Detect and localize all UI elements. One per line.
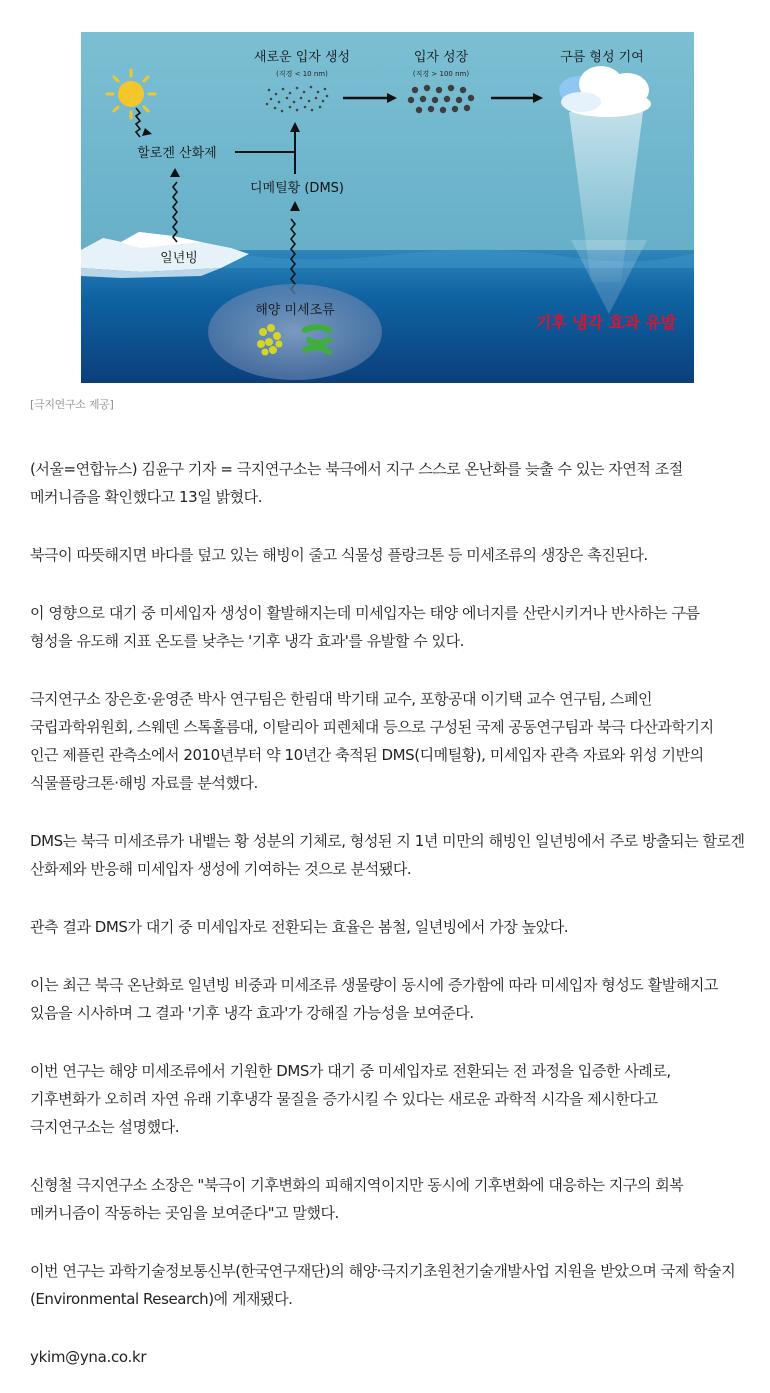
label-new-particles: 새로운 입자 생성 xyxy=(253,50,351,65)
paragraph: (서울=연합뉴스) 김윤구 기자 = 극지연구소는 북극에서 지구 스스로 온난화를 늦출 수 있는 자연적 조절 메커니즘을 확인했다고 13일 밝혔다. xyxy=(30,460,683,506)
label-new-particles-size: (직경 < 10 nm) xyxy=(276,70,328,78)
label-growth: 입자 성장 xyxy=(413,50,469,65)
paragraph: 이번 연구는 해양 미세조류에서 기원한 DMS가 대기 중 미세입자로 전환되는 전 과정을 입증한 사례로, 기후변화가 오히려 자연 유래 기후냉각 물질을 증가시킬 수 있다는 새로운 과학적 시각을 제시한다고 극지연구소는 설명했다. xyxy=(30,1062,671,1136)
algae-zone xyxy=(208,284,382,380)
paragraph: 관측 결과 DMS가 대기 중 미세입자로 전환되는 효율은 봄철, 일년빙에서 가장 높았다. xyxy=(30,918,569,936)
sun-icon xyxy=(107,70,155,118)
label-halogen: 할로겐 산화제 xyxy=(137,146,217,161)
paragraph: DMS는 북극 미세조류가 내뱉는 황 성분의 기체로, 형성된 지 1년 미만의 해빙인 일년빙에서 주로 방출되는 할로겐 산화제와 반응해 미세입자 생성에 기여하는 것으로 분석됐다. xyxy=(30,832,745,878)
paragraph: 신형철 극지연구소 소장은 "북극이 기후변화의 피해지역이지만 동시에 기후변화에 대응하는 지구의 회복 메커니즘이 작동하는 곳임을 보여준다"고 말했다. xyxy=(30,1176,684,1222)
reporter-email: ykim@yna.co.kr xyxy=(30,1348,147,1366)
paragraph: 이번 연구는 과학기술정보통신부(한국연구재단)의 해양·극지기초원천기술개발사업 지원을 받았으며 국제 학술지(Environmental Research)에 게재됐다. xyxy=(30,1262,736,1308)
label-dms: 디메틸황 (DMS) xyxy=(250,181,344,196)
label-algae: 해양 미세조류 xyxy=(255,303,335,318)
paragraph: 극지연구소 장은호·윤영준 박사 연구팀은 한림대 박기태 교수, 포항공대 이기택 교수 연구팀, 스페인 국립과학위원회, 스웨덴 스톡홀름대, 이탈리아 피렌체대 등으로 구성된 국제 공동연구팀과 북극 다산과학기지 인근 제플린 관측소에서 2010년부터 약 10년간 축적된 DMS(디메틸황), 미세입자 관측 자료와 위성 기반의 식물플랑크톤·해빙 자료를 분석했다. xyxy=(30,690,714,792)
paragraph: 북극이 따뜻해지면 바다를 덮고 있는 해빙이 줄고 식물성 플랑크톤 등 미세조류의 생장은 촉진된다. xyxy=(30,546,648,564)
label-cooling: 기후 냉각 효과 유발 xyxy=(535,313,677,332)
article-figure xyxy=(81,32,694,383)
label-ice: 일년빙 xyxy=(160,251,198,266)
article-body xyxy=(30,455,745,1371)
label-growth-size: (직경 > 100 nm) xyxy=(412,70,470,78)
image-caption: [극지연구소 제공] xyxy=(30,398,114,411)
label-cloud: 구름 형성 기여 xyxy=(560,50,644,65)
paragraph: 이는 최근 북극 온난화로 일년빙 비중과 미세조류 생물량이 동시에 증가함에 따라 미세입자 형성도 활발해지고 있음을 시사하며 그 결과 '기후 냉각 효과'가 강해질 가능성을 보여준다. xyxy=(30,976,718,1022)
paragraph: 이 영향으로 대기 중 미세입자 생성이 활발해지는데 미세입자는 태양 에너지를 산란시키거나 반사하는 구름 형성을 유도해 지표 온도를 낮추는 '기후 냉각 효과'를 유발할 수 있다. xyxy=(30,604,700,650)
